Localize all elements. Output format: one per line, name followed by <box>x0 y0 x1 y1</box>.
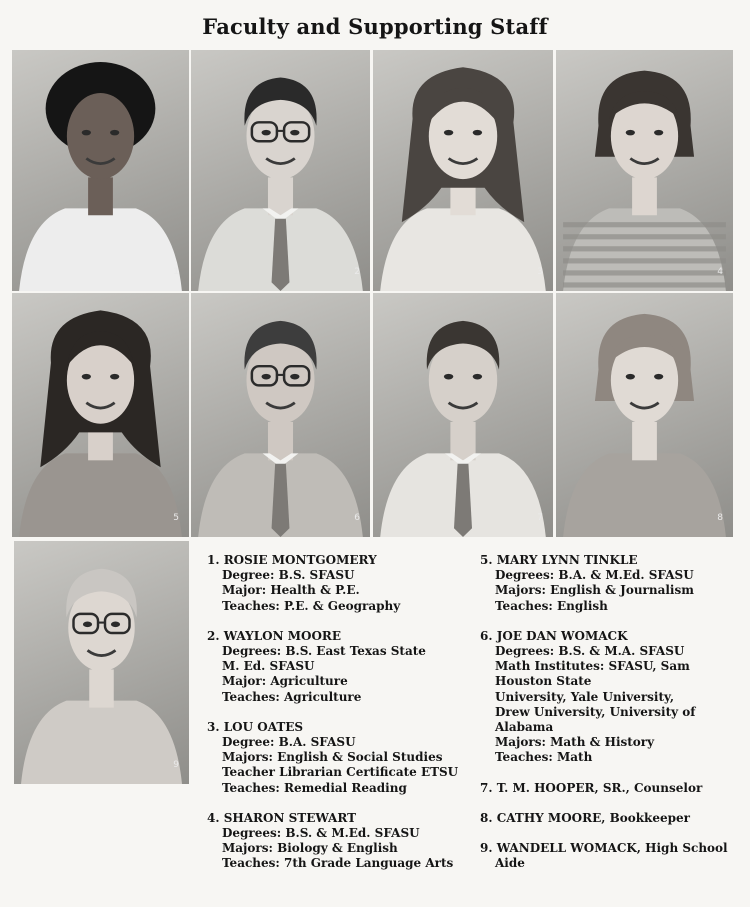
photo-number: 1 <box>173 267 179 277</box>
staff-portrait-2 <box>191 50 370 291</box>
staff-detail: Alabama <box>495 720 554 735</box>
staff-name: 7. T. M. HOOPER, SR., Counselor <box>480 780 703 795</box>
staff-detail: Majors: Biology & English <box>222 841 398 856</box>
staff-detail: Houston State <box>495 674 592 689</box>
staff-detail: Teaches: P.E. & Geography <box>222 598 401 613</box>
staff-entry <box>207 553 472 614</box>
staff-portrait-1 <box>12 50 189 291</box>
staff-detail: Major: Health & P.E. <box>222 583 360 598</box>
staff-name: 2. WAYLON MOORE <box>207 628 342 643</box>
staff-detail: Aide <box>495 856 525 871</box>
staff-detail: Teaches: 7th Grade Language Arts <box>222 856 454 871</box>
staff-name: 1. ROSIE MONTGOMERY <box>207 553 377 567</box>
staff-detail: Drew University, University of <box>495 704 696 719</box>
staff-portrait-6 <box>191 293 370 537</box>
staff-entry <box>480 781 742 796</box>
staff-detail: M. Ed. SFASU <box>222 659 315 674</box>
staff-name: 5. MARY LYNN TINKLE <box>480 553 638 567</box>
staff-detail: Degrees: B.A. & M.Ed. SFASU <box>495 568 694 583</box>
staff-detail: Majors: English & Journalism <box>495 583 694 598</box>
staff-detail: Degree: B.A. SFASU <box>222 735 356 750</box>
staff-detail: Teaches: Remedial Reading <box>222 780 407 795</box>
photo-number: 4 <box>717 267 723 277</box>
staff-detail: Degree: B.S. SFASU <box>222 568 355 583</box>
staff-detail: Teaches: Agriculture <box>222 689 362 704</box>
staff-portrait-3 <box>373 50 553 291</box>
staff-detail: Math Institutes: SFASU, Sam <box>495 659 690 674</box>
staff-name: 9. WANDELL WOMACK, High School <box>480 841 728 856</box>
staff-portrait-8 <box>556 293 733 537</box>
photo-number: 2 <box>354 267 360 277</box>
staff-detail: Teaches: English <box>495 598 608 613</box>
staff-entry <box>480 629 742 766</box>
photo-number: 5 <box>173 513 179 523</box>
staff-entry <box>480 553 742 614</box>
staff-name: 4. SHARON STEWART <box>207 810 357 825</box>
staff-detail: Major: Agriculture <box>222 674 348 689</box>
photo-number: 7 <box>537 513 543 523</box>
page-title: Faculty and Supporting Staff <box>202 14 548 39</box>
staff-detail: Majors: Math & History <box>495 735 655 750</box>
staff-entry <box>480 811 742 826</box>
photo-number: 8 <box>717 513 723 523</box>
staff-detail: Degrees: B.S. & M.Ed. SFASU <box>222 826 420 841</box>
staff-name: 8. CATHY MOORE, Bookkeeper <box>480 810 690 825</box>
photo-number: 3 <box>537 267 543 277</box>
staff-portrait-5 <box>12 293 189 537</box>
staff-detail: Majors: English & Social Studies <box>222 750 443 765</box>
staff-entry <box>207 629 472 705</box>
staff-detail: Degrees: B.S. & M.A. SFASU <box>495 644 685 659</box>
staff-entry <box>207 720 472 796</box>
staff-detail: University, Yale University, <box>495 689 675 704</box>
staff-name: 6. JOE DAN WOMACK <box>480 628 628 643</box>
staff-detail: Degrees: B.S. East Texas State <box>222 644 426 659</box>
staff-portrait-7 <box>373 293 553 537</box>
staff-portrait-9 <box>14 541 189 784</box>
photo-number: 6 <box>354 513 360 523</box>
staff-detail: Teaches: Math <box>495 750 593 765</box>
staff-portrait-4 <box>556 50 733 291</box>
caption-column-left <box>207 553 472 887</box>
caption-column-right <box>480 553 742 886</box>
staff-entry <box>480 841 742 871</box>
photo-number: 9 <box>173 760 179 770</box>
staff-detail: Teacher Librarian Certificate ETSU <box>222 765 459 780</box>
staff-entry <box>207 811 472 872</box>
staff-name: 3. LOU OATES <box>207 719 304 734</box>
